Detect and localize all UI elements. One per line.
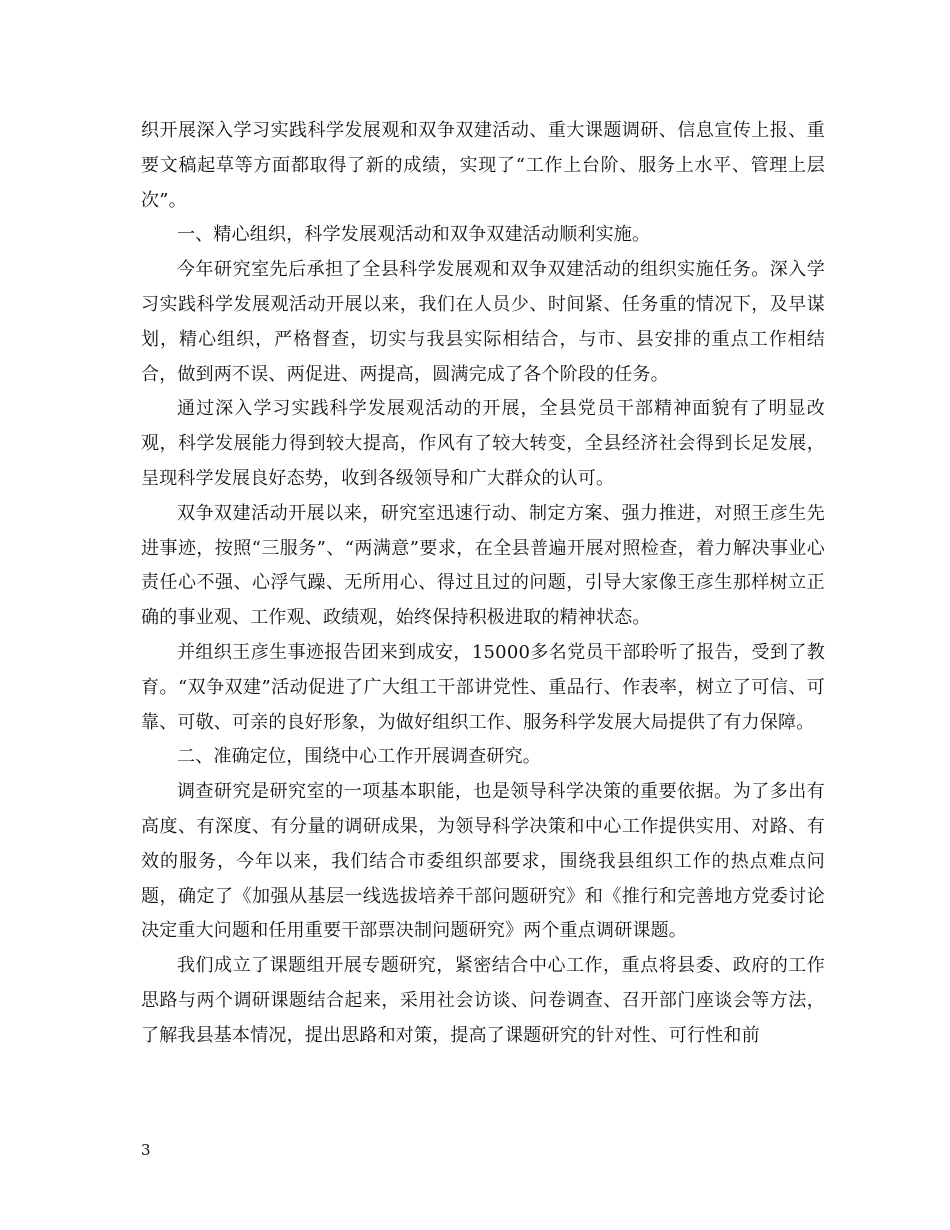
paragraph-2: 今年研究室先后承担了全县科学发展观和双争双建活动的组织实施任务。深入学习实践科学发展观活动开展以来，我们在人员少、时间紧、任务重的情况下，及早谋划，精心组织，严格督查，切实与我县实际相结合，与市、县安排的重点工作相结合，做到两不误、两促进、两提高，圆满完成了各个阶段的任务。	[141, 259, 825, 385]
paragraph-1: 织开展深入学习实践科学发展观和双争双建活动、重大课题调研、信息宣传上报、重要文稿起草等方面都取得了新的成绩，实现了“工作上台阶、服务上水平、管理上层次”。	[141, 120, 825, 211]
body-text	[141, 114, 825, 1054]
paragraph-6: 调查研究是研究室的一项基本职能，也是领导科学决策的重要依据。为了多出有高度、有深度、有分量的调研成果，为领导科学决策和中心工作提供实用、对路、有效的服务，今年以来，我们结合市委组织部要求，围绕我县组织工作的热点难点问题，确定了《加强从基层一线选拔培养干部问题研究》和《推行和完善地方党委讨论决定重大问题和任用重要干部票决制问题研究》两个重点调研课题。	[141, 781, 825, 942]
page-number: 3	[141, 1141, 151, 1159]
section-heading-2: 二、准确定位，围绕中心工作开展调查研究。	[177, 746, 541, 768]
paragraph-3: 通过深入学习实践科学发展观活动的开展，全县党员干部精神面貌有了明显改观，科学发展能力得到较大提高，作风有了较大转变，全县经济社会得到长足发展，呈现科学发展良好态势，收到各级领导和广大群众的认可。	[141, 398, 825, 489]
section-heading-1: 一、精心组织，科学发展观活动和双争双建活动顺利实施。	[177, 224, 651, 246]
paragraph-7: 我们成立了课题组开展专题研究，紧密结合中心工作，重点将县委、政府的工作思路与两个调研课题结合起来，采用社会访谈、问卷调查、召开部门座谈会等方法，了解我县基本情况，提出思路和对策，提高了课题研究的针对性、可行性和前	[141, 955, 825, 1046]
paragraph-5: 并组织王彦生事迹报告团来到成安，15000多名党员干部聆听了报告，受到了教育。“双争双建”活动促进了广大组工干部讲党性、重品行、作表率，树立了可信、可靠、可敬、可亲的良好形象，为做好组织工作、服务科学发展大局提供了有力保障。	[141, 641, 825, 733]
paragraph-4: 双争双建活动开展以来，研究室迅速行动、制定方案、强力推进，对照王彦生先进事迹，按照“三服务”、“两满意”要求，在全县普遍开展对照检查，着力解决事业心责任心不强、心浮气躁、无所用心、得过且过的问题，引导大家像王彦生那样树立正确的事业观、工作观、政绩观，始终保持积极进取的精神状态。	[141, 502, 825, 629]
